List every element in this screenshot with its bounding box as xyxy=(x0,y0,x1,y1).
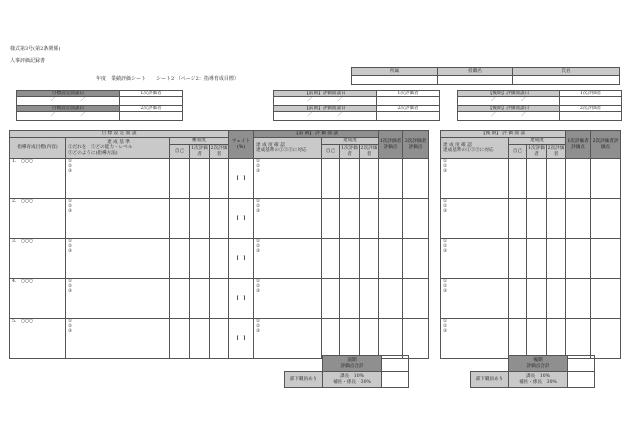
mark-1: ① xyxy=(256,159,261,164)
first-confirm-cell[interactable] xyxy=(254,239,322,279)
difficulty-self-cell[interactable] xyxy=(170,159,190,199)
difficulty-eval1-cell[interactable] xyxy=(190,199,210,239)
mark-3: ③ xyxy=(68,169,73,175)
first-confirm-header xyxy=(254,138,322,159)
difficulty-eval1-cell[interactable] xyxy=(190,279,210,319)
second-self-cell[interactable] xyxy=(509,319,527,359)
first-score1-cell[interactable] xyxy=(379,199,403,239)
first-evaluator-label-2: 2次評価者 xyxy=(377,106,440,112)
second-score2-cell[interactable] xyxy=(591,159,621,199)
first-score1-header: 1次評価者評価点 xyxy=(379,131,403,159)
setting-evaluator-field-2[interactable] xyxy=(120,112,183,121)
mark-2: ② xyxy=(256,244,261,250)
second-date-field-2[interactable]: ／ ／ xyxy=(458,112,560,121)
mark-3: ③ xyxy=(256,289,261,295)
mark-2: ② xyxy=(68,244,73,250)
first-self-cell[interactable] xyxy=(322,159,340,199)
second-date-field-1[interactable]: ／ ／ xyxy=(458,97,560,106)
second-total-label xyxy=(509,356,568,372)
second-evaluator-field-2[interactable] xyxy=(560,112,622,121)
second-date-label-1: 【後期】評価面談日 xyxy=(458,91,560,97)
second-score1-header: 1次評価者評価点 xyxy=(566,131,591,159)
first-score2-cell[interactable] xyxy=(403,319,429,359)
first-score2-cell[interactable] xyxy=(403,279,429,319)
first-evaluator-field-2[interactable] xyxy=(377,112,440,121)
affiliation-field[interactable] xyxy=(352,76,438,85)
criteria-cell[interactable] xyxy=(66,319,170,359)
goal-label[interactable]: 1. ○○○ xyxy=(10,159,66,199)
mark-2: ② xyxy=(68,284,73,290)
difficulty-eval2-cell[interactable] xyxy=(210,199,229,239)
first-total-label-1: 前期 xyxy=(347,358,357,364)
first-ratio-1: 課長 10% xyxy=(340,374,364,380)
second-score1-cell[interactable] xyxy=(566,159,591,199)
weight-cell[interactable]: [ ] xyxy=(229,279,254,319)
criteria-cell[interactable] xyxy=(66,159,170,199)
second-ratio-value[interactable] xyxy=(568,372,595,388)
difficulty-eval2-cell[interactable] xyxy=(210,239,229,279)
first-eval2-cell[interactable] xyxy=(360,159,379,199)
form-name: 人事評価記録書 xyxy=(10,58,46,64)
mark-1: ① xyxy=(256,239,261,244)
first-score1-cell[interactable] xyxy=(379,159,403,199)
goal-label[interactable]: 3. ○○○ xyxy=(10,239,66,279)
first-self-cell[interactable] xyxy=(322,199,340,239)
second-subordinate-label: 部下職員あり xyxy=(471,372,509,388)
second-confirm-line-2: 達成基準の①②③に対応 xyxy=(443,148,494,153)
first-self-cell[interactable] xyxy=(322,319,340,359)
sheet-title: 年度 業績評価シート シート2 （ページ2：指導育成目標） xyxy=(96,76,239,82)
mark-1: ① xyxy=(443,199,448,204)
second-date-label-2: 【後期】評価面談日 xyxy=(458,106,560,112)
criteria-header-line-2: ①だれを ②どの能力・レベル xyxy=(68,145,133,151)
first-confirm-line-1: 達 成 度 確 認 xyxy=(256,142,285,148)
second-confirm-header xyxy=(441,138,509,159)
first-score1-cell[interactable] xyxy=(379,239,403,279)
goal-label[interactable]: 2. ○○○ xyxy=(10,199,66,239)
criteria-cell[interactable] xyxy=(66,279,170,319)
gap-cell xyxy=(429,279,441,319)
first-confirm-cell[interactable] xyxy=(254,199,322,239)
mark-2: ② xyxy=(443,244,448,250)
mark-1: ① xyxy=(256,199,261,204)
table-row xyxy=(10,319,621,359)
first-evaluator-field-1[interactable] xyxy=(377,97,440,106)
mark-3: ③ xyxy=(256,209,261,215)
mark-1: ① xyxy=(68,199,73,204)
second-ratio-label xyxy=(509,372,568,388)
mark-1: ① xyxy=(68,319,73,324)
mark-2: ② xyxy=(443,164,448,170)
second-degree-eval2-header: 2次評価者 xyxy=(547,146,565,157)
second-eval2-cell[interactable] xyxy=(547,279,566,319)
criteria-header-line-1: 達 成 基 準 xyxy=(107,140,130,146)
goal-label[interactable]: 5. ○○○ xyxy=(10,319,66,359)
first-degree-eval1-header: 1次評価者 xyxy=(341,146,358,157)
first-ratio-2: 補佐・係長 30% xyxy=(333,379,371,385)
mark-2: ② xyxy=(68,204,73,210)
second-eval1-cell[interactable] xyxy=(527,199,547,239)
evaluation-table xyxy=(9,130,621,359)
first-eval1-cell[interactable] xyxy=(340,199,360,239)
mark-2: ② xyxy=(256,164,261,170)
first-confirm-cell[interactable] xyxy=(254,279,322,319)
mark-3: ③ xyxy=(443,329,448,335)
second-score2-cell[interactable] xyxy=(591,199,621,239)
first-ratio-label xyxy=(323,372,382,388)
mark-1: ① xyxy=(68,279,73,284)
second-self-cell[interactable] xyxy=(509,199,527,239)
gap-cell xyxy=(429,159,441,199)
difficulty-self-cell[interactable] xyxy=(170,319,190,359)
mark-3: ③ xyxy=(443,209,448,215)
second-evaluator-field-1[interactable] xyxy=(560,97,622,106)
mark-2: ② xyxy=(68,324,73,330)
mark-1: ① xyxy=(256,319,261,324)
first-half-date-block xyxy=(273,90,440,121)
first-eval2-cell[interactable] xyxy=(360,239,379,279)
second-eval1-cell[interactable] xyxy=(527,159,547,199)
first-score2-cell[interactable] xyxy=(403,159,429,199)
mark-2: ② xyxy=(68,164,73,170)
first-eval2-cell[interactable] xyxy=(360,319,379,359)
mark-2: ② xyxy=(443,204,448,210)
difficulty-eval2-header: 2次評価者 xyxy=(210,146,228,157)
second-confirm-cell[interactable] xyxy=(441,279,509,319)
first-score2-header: 2次評価者評価点 xyxy=(403,131,429,159)
affiliation-label: 所属 xyxy=(352,68,438,76)
first-date-label-1: 【前期】評価面談日 xyxy=(274,91,377,97)
gap-cell xyxy=(429,199,441,239)
second-confirm-cell[interactable] xyxy=(441,159,509,199)
second-score1-cell[interactable] xyxy=(566,239,591,279)
first-degree-header: 達成度 xyxy=(322,138,379,145)
gap-column xyxy=(429,131,441,159)
second-score2-header: 2次評価者評価点 xyxy=(591,131,621,159)
first-eval2-cell[interactable] xyxy=(360,199,379,239)
weight-cell[interactable]: [ ] xyxy=(229,199,254,239)
second-half-totals xyxy=(470,355,595,388)
difficulty-self-cell[interactable] xyxy=(170,239,190,279)
form-number: 様式第3号(第2条関係) xyxy=(10,46,61,52)
second-total-label-2: 評価点合計 xyxy=(526,363,550,369)
setting-date-label-1: 目標設定面談日 xyxy=(17,91,120,97)
weight-cell[interactable]: [ ] xyxy=(229,239,254,279)
mark-3: ③ xyxy=(443,169,448,175)
difficulty-eval1-cell[interactable] xyxy=(190,159,210,199)
mark-2: ② xyxy=(256,324,261,330)
goal-label[interactable]: 4. ○○○ xyxy=(10,279,66,319)
mark-3: ③ xyxy=(68,209,73,215)
difficulty-eval1-cell[interactable] xyxy=(190,239,210,279)
first-totals-spacer xyxy=(285,356,323,372)
second-ratio-1: 課長 10% xyxy=(526,374,550,380)
second-degree-self-header: 自己 xyxy=(509,145,527,159)
mark-3: ③ xyxy=(68,329,73,335)
second-evaluator-label-1: 1次評価者 xyxy=(560,91,622,97)
mark-1: ① xyxy=(443,239,448,244)
first-date-field-2[interactable]: ／ ／ xyxy=(274,112,377,121)
first-score2-cell[interactable] xyxy=(403,239,429,279)
mark-3: ③ xyxy=(443,289,448,295)
second-self-cell[interactable] xyxy=(509,159,527,199)
second-half-date-block xyxy=(457,90,622,121)
mark-2: ② xyxy=(256,284,261,290)
setting-evaluator-label-1: 1次評価者 xyxy=(120,91,183,97)
first-eval1-cell[interactable] xyxy=(340,239,360,279)
first-score2-cell[interactable] xyxy=(403,199,429,239)
mark-1: ① xyxy=(443,319,448,324)
weight-cell[interactable]: [ ] xyxy=(229,319,254,359)
second-confirm-cell[interactable] xyxy=(441,319,509,359)
second-score1-cell[interactable] xyxy=(566,199,591,239)
second-total-label-1: 後期 xyxy=(533,358,543,364)
criteria-cell[interactable] xyxy=(66,239,170,279)
second-eval2-cell[interactable] xyxy=(547,199,566,239)
first-half-totals xyxy=(284,355,409,388)
second-evaluator-label-2: 2次評価者 xyxy=(560,106,622,112)
mark-1: ① xyxy=(256,279,261,284)
first-self-cell[interactable] xyxy=(322,239,340,279)
position-label: 役職名 xyxy=(438,68,513,76)
mark-3: ③ xyxy=(443,249,448,255)
criteria-header xyxy=(66,138,170,159)
first-eval1-cell[interactable] xyxy=(340,279,360,319)
second-degree-eval1-header: 1次評価者 xyxy=(528,146,545,157)
second-score1-cell[interactable] xyxy=(566,319,591,359)
mark-3: ③ xyxy=(68,249,73,255)
mark-1: ① xyxy=(68,159,73,164)
setting-date-label-2: 目標設定面談日 xyxy=(17,106,120,112)
difficulty-eval2-cell[interactable] xyxy=(210,159,229,199)
weight-header: ウェイト(%) xyxy=(229,131,254,159)
setting-date-field-1[interactable]: ／ ／ xyxy=(17,97,120,106)
criteria-cell[interactable] xyxy=(66,199,170,239)
employee-header-box xyxy=(351,67,620,85)
second-total-value[interactable] xyxy=(568,356,595,372)
second-confirm-cell[interactable] xyxy=(441,239,509,279)
gap-cell xyxy=(429,319,441,359)
second-eval1-cell[interactable] xyxy=(527,239,547,279)
second-score2-cell[interactable] xyxy=(591,279,621,319)
name-label: 氏名 xyxy=(513,68,620,76)
first-confirm-cell[interactable] xyxy=(254,159,322,199)
second-score2-cell[interactable] xyxy=(591,239,621,279)
first-total-label xyxy=(323,356,382,372)
first-confirm-cell[interactable] xyxy=(254,319,322,359)
goal-content-header: 指導育成目標(内容) xyxy=(10,138,66,159)
second-confirm-line-1: 達 成 度 確 認 xyxy=(443,142,472,148)
mark-3: ③ xyxy=(68,289,73,295)
second-ratio-2: 補佐・係長 30% xyxy=(519,379,557,385)
mark-3: ③ xyxy=(256,329,261,335)
table-row xyxy=(10,279,621,319)
second-eval1-cell[interactable] xyxy=(527,279,547,319)
second-confirm-cell[interactable] xyxy=(441,199,509,239)
first-eval1-cell[interactable] xyxy=(340,159,360,199)
table-row xyxy=(10,199,621,239)
difficulty-self-cell[interactable] xyxy=(170,199,190,239)
difficulty-eval2-cell[interactable] xyxy=(210,319,229,359)
first-subordinate-label: 部下職員あり xyxy=(285,372,323,388)
gap-cell xyxy=(429,239,441,279)
name-field[interactable] xyxy=(513,76,620,85)
first-degree-eval2-header: 2次評価者 xyxy=(360,146,378,157)
setting-evaluator-label-2: 2次評価者 xyxy=(120,106,183,112)
mark-1: ① xyxy=(443,279,448,284)
first-confirm-line-2: 達成基準の①②③に対応 xyxy=(256,148,307,153)
mark-3: ③ xyxy=(256,249,261,255)
first-ratio-value[interactable] xyxy=(382,372,409,388)
goal-section-title: 目 標 設 定 面 談 xyxy=(10,131,229,138)
second-eval2-cell[interactable] xyxy=(547,159,566,199)
first-score1-cell[interactable] xyxy=(379,279,403,319)
mark-2: ② xyxy=(443,324,448,330)
second-self-cell[interactable] xyxy=(509,279,527,319)
goal-setting-date-block xyxy=(16,90,183,121)
second-self-cell[interactable] xyxy=(509,239,527,279)
second-score2-cell[interactable] xyxy=(591,319,621,359)
first-total-value[interactable] xyxy=(382,356,409,372)
difficulty-self-cell[interactable] xyxy=(170,279,190,319)
first-date-field-1[interactable]: ／ ／ xyxy=(274,97,377,106)
mark-1: ① xyxy=(443,159,448,164)
first-half-section-title: 【前 期】 評 価 面 談 xyxy=(254,131,379,138)
first-total-label-2: 評価点合計 xyxy=(340,363,364,369)
criteria-header-line-3: ③どのように(指導方法) xyxy=(68,150,118,156)
setting-evaluator-field-1[interactable] xyxy=(120,97,183,106)
setting-date-field-2[interactable]: ／ ／ xyxy=(17,112,120,121)
mark-3: ③ xyxy=(256,169,261,175)
second-eval2-cell[interactable] xyxy=(547,319,566,359)
second-totals-spacer xyxy=(471,356,509,372)
difficulty-eval1-cell[interactable] xyxy=(190,319,210,359)
table-row xyxy=(10,159,621,199)
difficulty-eval2-cell[interactable] xyxy=(210,279,229,319)
first-date-label-2: 【前期】評価面談日 xyxy=(274,106,377,112)
weight-cell[interactable]: [ ] xyxy=(229,159,254,199)
first-self-cell[interactable] xyxy=(322,279,340,319)
second-eval2-cell[interactable] xyxy=(547,239,566,279)
position-field[interactable] xyxy=(438,76,513,85)
first-eval1-cell[interactable] xyxy=(340,319,360,359)
first-eval2-cell[interactable] xyxy=(360,279,379,319)
second-degree-header: 達成度 xyxy=(509,138,566,145)
second-half-section-title: 【後 期】 評 価 面 談 xyxy=(441,131,566,138)
first-evaluator-label-1: 1次評価者 xyxy=(377,91,440,97)
difficulty-self-header: 自己 xyxy=(170,145,190,159)
second-score1-cell[interactable] xyxy=(566,279,591,319)
difficulty-eval1-header: 1次評価者 xyxy=(191,146,208,157)
mark-2: ② xyxy=(443,284,448,290)
first-score1-cell[interactable] xyxy=(379,319,403,359)
first-degree-self-header: 自己 xyxy=(322,145,340,159)
table-row xyxy=(10,239,621,279)
mark-2: ② xyxy=(256,204,261,210)
mark-1: ① xyxy=(68,239,73,244)
second-eval1-cell[interactable] xyxy=(527,319,547,359)
difficulty-header: 難易度 xyxy=(170,138,229,145)
